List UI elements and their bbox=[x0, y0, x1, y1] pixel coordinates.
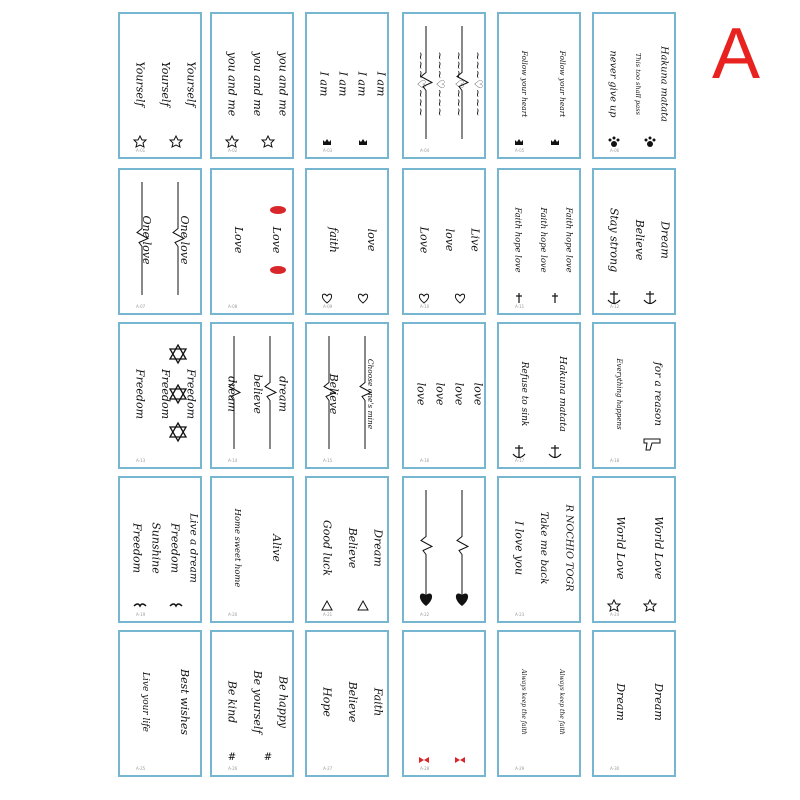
card-code: A-07 bbox=[136, 304, 146, 309]
hash-icon: # bbox=[263, 752, 273, 763]
tattoo-phrase: Freedom bbox=[130, 522, 144, 574]
tattoo-phrase: Freedom bbox=[159, 368, 172, 420]
tattoo-phrase: Alive bbox=[270, 534, 283, 562]
tattoo-phrase: Believe bbox=[633, 219, 646, 261]
cross-icon bbox=[552, 293, 558, 303]
anchor-icon bbox=[549, 445, 561, 458]
tattoo-phrase: Love bbox=[270, 226, 283, 254]
star-icon bbox=[170, 136, 182, 147]
tattoo-artwork bbox=[594, 14, 674, 157]
tattoo-artwork bbox=[404, 632, 484, 775]
tattoo-artwork bbox=[594, 324, 674, 467]
tattoo-phrase: This too shall pass bbox=[634, 52, 642, 116]
tattoo-artwork bbox=[404, 170, 484, 313]
gun-icon bbox=[644, 439, 660, 450]
card-code: A-24 bbox=[610, 612, 620, 617]
tattoo-phrase: love bbox=[443, 228, 456, 252]
tattoo-artwork bbox=[307, 170, 387, 313]
paw-icon bbox=[609, 137, 620, 148]
tattoo-card bbox=[497, 12, 581, 159]
card-code: A-26 bbox=[228, 766, 238, 771]
lips-icon bbox=[270, 266, 286, 274]
hash-icon: # bbox=[227, 752, 237, 763]
card-code: A-28 bbox=[420, 766, 430, 771]
tattoo-phrase: I am bbox=[374, 71, 387, 97]
tattoo-phrase: Live a dream bbox=[187, 513, 200, 583]
star-icon bbox=[226, 136, 238, 147]
tattoo-phrase: World Love bbox=[614, 516, 627, 580]
tattoo-phrase: never give up bbox=[607, 50, 619, 118]
tattoo-artwork bbox=[499, 170, 579, 313]
tattoo-phrase: Dream bbox=[652, 683, 665, 721]
tattoo-artwork bbox=[212, 324, 292, 467]
bow-icon bbox=[455, 757, 465, 763]
crown-icon bbox=[359, 139, 367, 145]
tattoo-card bbox=[305, 168, 389, 315]
tattoo-artwork bbox=[120, 170, 200, 313]
tattoo-phrase: Refuse to sink bbox=[519, 361, 529, 427]
crown-icon bbox=[551, 139, 559, 145]
tattoo-phrase: Faith hope love bbox=[539, 207, 549, 273]
catalog-letter: A bbox=[712, 14, 761, 94]
tattoo-card bbox=[497, 322, 581, 469]
tattoo-phrase: Live bbox=[468, 228, 482, 252]
card-code: A-19 bbox=[136, 612, 146, 617]
card-code: A-12 bbox=[610, 304, 620, 309]
anchor-icon bbox=[608, 291, 620, 304]
tattoo-phrase: believe bbox=[251, 374, 264, 414]
tattoo-phrase: love bbox=[414, 382, 428, 406]
tattoo-phrase: Hakuna matata bbox=[557, 356, 568, 432]
tattoo-card bbox=[118, 168, 202, 315]
tattoo-phrase: Always keep the faith bbox=[558, 669, 565, 735]
heart-icon bbox=[419, 294, 428, 303]
card-code: A-06 bbox=[610, 148, 620, 153]
tattoo-artwork bbox=[404, 478, 484, 621]
tattoo-artwork bbox=[594, 170, 674, 313]
tattoo-phrase: ~~~♡~~~ bbox=[471, 51, 484, 117]
tattoo-card bbox=[402, 322, 486, 469]
tattoo-phrase: love bbox=[471, 382, 484, 406]
card-code: A-01 bbox=[136, 148, 146, 153]
tattoo-phrase: Believe bbox=[327, 373, 340, 415]
tattoo-phrase: you and me bbox=[225, 51, 239, 117]
tattoo-phrase: Be yourself bbox=[251, 670, 264, 734]
tattoo-card bbox=[592, 476, 676, 623]
card-code: A-21 bbox=[323, 612, 333, 617]
card-code: A-29 bbox=[515, 766, 525, 771]
card-code: A-30 bbox=[610, 766, 620, 771]
card-code: A-08 bbox=[228, 304, 238, 309]
tattoo-phrase: you and me bbox=[251, 51, 264, 117]
tattoo-phrase: Take me back bbox=[538, 511, 550, 585]
tattoo-phrase: Everything happens bbox=[615, 358, 623, 430]
tattoo-card bbox=[497, 476, 581, 623]
triangle-icon bbox=[358, 601, 368, 610]
tattoo-phrase: Believe bbox=[346, 527, 359, 569]
tattoo-artwork bbox=[499, 324, 579, 467]
heart-icon bbox=[455, 294, 464, 303]
tattoo-artwork bbox=[404, 324, 484, 467]
heart-icon bbox=[358, 294, 367, 303]
tattoo-card bbox=[210, 168, 294, 315]
bird-icon bbox=[134, 604, 146, 606]
star-icon bbox=[608, 600, 620, 611]
tattoo-phrase: you and me bbox=[276, 51, 290, 117]
tattoo-phrase: Choose one's mine bbox=[366, 358, 375, 430]
tattoo-phrase: Be kind bbox=[225, 680, 239, 724]
tattoo-artwork bbox=[120, 478, 200, 621]
star-icon bbox=[134, 136, 146, 147]
bird-icon bbox=[170, 604, 182, 606]
card-code: A-23 bbox=[515, 612, 525, 617]
tattoo-phrase: ~~~♡~~~ bbox=[433, 51, 447, 117]
tattoo-card bbox=[118, 12, 202, 159]
tattoo-card bbox=[118, 630, 202, 777]
tattoo-phrase: Follow your heart bbox=[558, 50, 567, 118]
tattoo-artwork bbox=[120, 14, 200, 157]
tattoo-artwork bbox=[212, 632, 292, 775]
tattoo-phrase: One love bbox=[178, 215, 191, 265]
tattoo-card bbox=[592, 322, 676, 469]
tattoo-phrase: Sunshine bbox=[149, 522, 163, 574]
heart-icon bbox=[322, 294, 331, 303]
tattoo-phrase: Faith bbox=[371, 687, 385, 717]
tattoo-phrase: ~~~♡~~~ bbox=[414, 51, 428, 117]
cross-icon bbox=[516, 293, 522, 303]
tattoo-artwork bbox=[307, 632, 387, 775]
card-code: A-09 bbox=[323, 304, 333, 309]
card-code: A-05 bbox=[515, 148, 525, 153]
card-code: A-16 bbox=[420, 458, 430, 463]
triangle-icon bbox=[322, 601, 332, 610]
star-of-david-icon bbox=[170, 345, 186, 363]
tattoo-artwork bbox=[307, 14, 387, 157]
tattoo-artwork bbox=[404, 14, 484, 157]
tattoo-card bbox=[210, 476, 294, 623]
tattoo-card bbox=[592, 168, 676, 315]
tattoo-phrase: Follow your heart bbox=[520, 50, 529, 118]
tattoo-artwork bbox=[120, 632, 200, 775]
tattoo-phrase: Good luck bbox=[320, 520, 334, 576]
tattoo-phrase: Faith hope love bbox=[513, 207, 524, 273]
tattoo-phrase: Dream bbox=[371, 529, 385, 567]
tattoo-artwork bbox=[594, 478, 674, 621]
card-code: A-14 bbox=[228, 458, 238, 463]
tattoo-card bbox=[210, 322, 294, 469]
crown-icon bbox=[515, 139, 523, 145]
card-code: A-15 bbox=[323, 458, 333, 463]
tattoo-card bbox=[210, 12, 294, 159]
crown-icon bbox=[323, 139, 331, 145]
tattoo-phrase: dream bbox=[225, 376, 239, 412]
paw-icon bbox=[645, 137, 656, 148]
tattoo-phrase: Faith hope love bbox=[564, 207, 575, 273]
star-icon bbox=[644, 600, 656, 611]
card-code: A-10 bbox=[420, 304, 430, 309]
lips-icon bbox=[270, 206, 286, 214]
tattoo-card bbox=[592, 630, 676, 777]
tattoo-phrase: Yourself bbox=[159, 61, 172, 107]
tattoo-phrase: Home sweet home bbox=[233, 508, 243, 588]
tattoo-phrase: Hakuna matata bbox=[658, 46, 670, 122]
tattoo-phrase: R NOCHIO TOGR bbox=[563, 504, 575, 592]
tattoo-phrase: love bbox=[452, 382, 466, 406]
tattoo-phrase: Yourself bbox=[184, 61, 198, 107]
tattoo-card bbox=[402, 630, 486, 777]
tattoo-phrase: Dream bbox=[658, 221, 672, 259]
card-code: A-20 bbox=[228, 612, 238, 617]
tattoo-phrase: One love bbox=[140, 215, 153, 265]
card-code: A-13 bbox=[136, 458, 146, 463]
tattoo-phrase: ~~~♡~~~ bbox=[452, 51, 466, 117]
tattoo-card bbox=[305, 630, 389, 777]
tattoo-artwork bbox=[594, 632, 674, 775]
tattoo-phrase: Love bbox=[232, 226, 245, 254]
tattoo-phrase: Dream bbox=[614, 683, 627, 721]
anchor-icon bbox=[644, 291, 656, 304]
tattoo-artwork bbox=[499, 14, 579, 157]
tattoo-card bbox=[305, 476, 389, 623]
tattoo-phrase: I am bbox=[317, 71, 331, 97]
tattoo-phrase: Always keep the faith bbox=[520, 669, 527, 735]
tattoo-phrase: Best wishes bbox=[178, 669, 191, 735]
tattoo-phrase: Hope bbox=[320, 687, 334, 717]
tattoo-artwork bbox=[120, 324, 200, 467]
card-code: A-22 bbox=[420, 612, 430, 617]
tattoo-phrase: dream bbox=[276, 376, 290, 412]
tattoo-card bbox=[497, 630, 581, 777]
tattoo-artwork bbox=[212, 14, 292, 157]
tattoo-phrase: Be happy bbox=[276, 675, 290, 729]
tattoo-card bbox=[118, 476, 202, 623]
tattoo-phrase: Freedom bbox=[184, 368, 198, 420]
tattoo-phrase: love bbox=[433, 382, 447, 406]
card-code: A-02 bbox=[228, 148, 238, 153]
tattoo-phrase: love bbox=[365, 228, 378, 252]
tattoo-phrase: I am bbox=[336, 71, 350, 97]
heart-icon bbox=[456, 593, 468, 606]
tattoo-card bbox=[497, 168, 581, 315]
tattoo-phrase: for a reason bbox=[652, 361, 664, 427]
tattoo-artwork bbox=[212, 170, 292, 313]
tattoo-artwork bbox=[307, 324, 387, 467]
star-icon bbox=[262, 136, 274, 147]
tattoo-phrase: Love bbox=[417, 226, 431, 254]
tattoo-phrase: I am bbox=[355, 71, 369, 97]
card-code: A-17 bbox=[515, 458, 525, 463]
card-code: A-25 bbox=[136, 766, 146, 771]
tattoo-phrase: Live your life bbox=[140, 671, 150, 733]
tattoo-phrase: faith bbox=[327, 227, 340, 253]
tattoo-card bbox=[592, 12, 676, 159]
tattoo-phrase: Freedom bbox=[133, 368, 147, 420]
tattoo-phrase: I love you bbox=[512, 520, 526, 576]
heart-icon bbox=[420, 593, 432, 606]
anchor-icon bbox=[513, 445, 525, 458]
tattoo-card bbox=[402, 168, 486, 315]
tattoo-card bbox=[402, 476, 486, 623]
tattoo-phrase: World Love bbox=[652, 516, 665, 580]
card-code: A-27 bbox=[323, 766, 333, 771]
tattoo-phrase: Freedom bbox=[168, 522, 182, 574]
tattoo-card bbox=[402, 12, 486, 159]
tattoo-artwork bbox=[499, 478, 579, 621]
tattoo-artwork bbox=[212, 478, 292, 621]
card-code: A-18 bbox=[610, 458, 620, 463]
bow-icon bbox=[419, 757, 429, 763]
tattoo-artwork bbox=[307, 478, 387, 621]
card-code: A-03 bbox=[323, 148, 333, 153]
tattoo-phrase: Yourself bbox=[133, 61, 147, 107]
tattoo-card bbox=[210, 630, 294, 777]
card-code: A-11 bbox=[515, 304, 525, 309]
card-code: A-04 bbox=[420, 148, 430, 153]
tattoo-phrase: Believe bbox=[346, 681, 359, 723]
tattoo-card bbox=[305, 12, 389, 159]
tattoo-card bbox=[305, 322, 389, 469]
star-of-david-icon bbox=[170, 423, 186, 441]
tattoo-card bbox=[118, 322, 202, 469]
tattoo-phrase: Stay strong bbox=[607, 207, 621, 273]
tattoo-artwork bbox=[499, 632, 579, 775]
